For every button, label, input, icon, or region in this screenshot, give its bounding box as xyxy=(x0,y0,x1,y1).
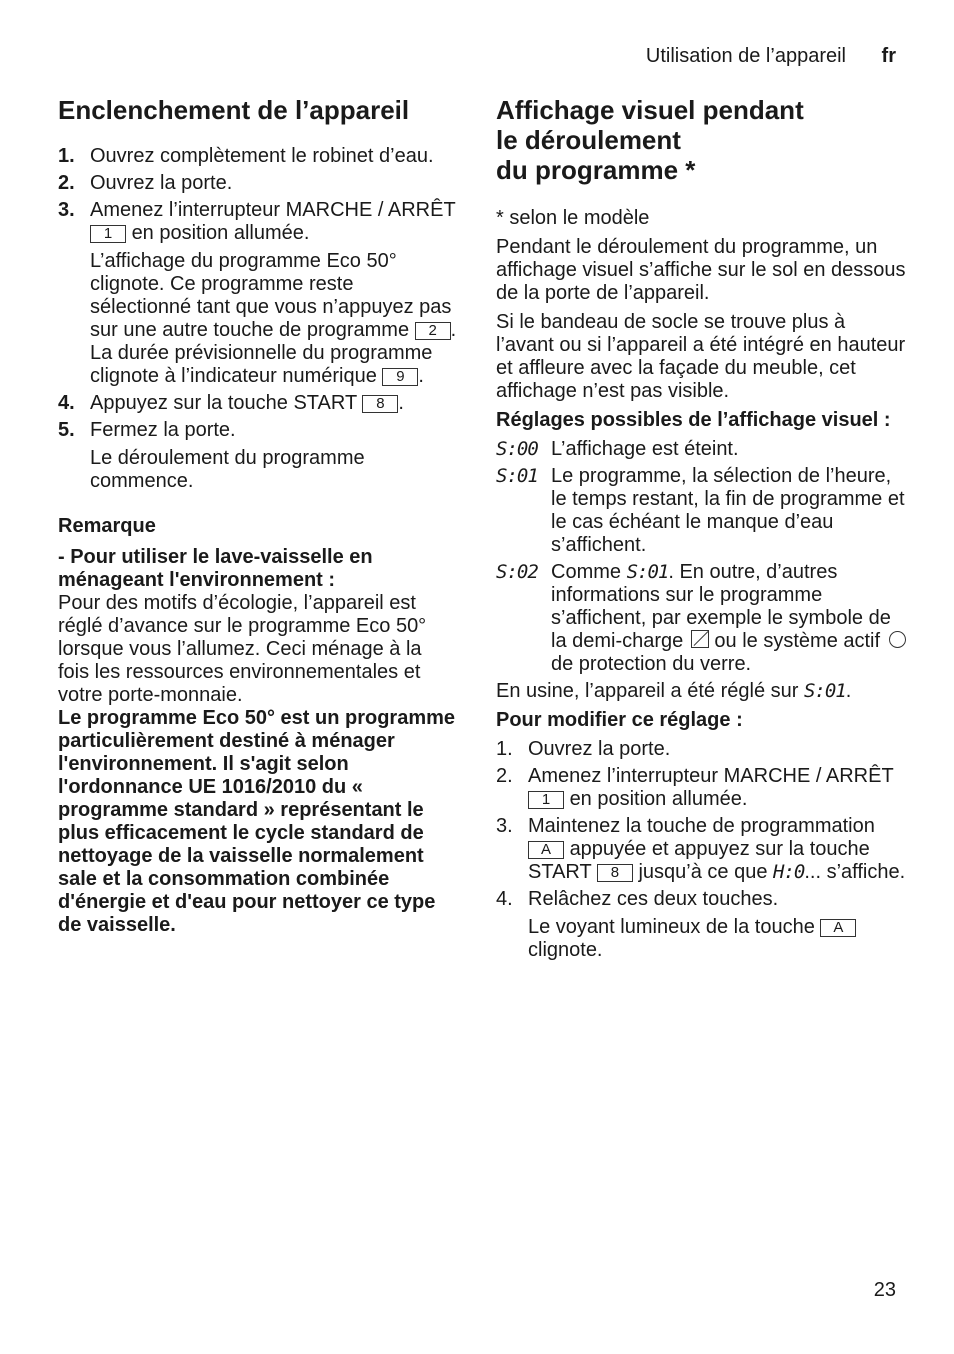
key-symbol: 8 xyxy=(597,864,633,882)
step-text: Ouvrez complètement le robinet d’eau. xyxy=(90,145,434,167)
note-text: clignote. xyxy=(528,939,603,961)
step-note: Le déroulement du programme commence. xyxy=(90,447,365,492)
step-number: 3. xyxy=(58,199,75,221)
display-code-ref: S:01 xyxy=(626,561,669,583)
step-number: 4. xyxy=(58,392,75,414)
factory-setting xyxy=(496,680,906,703)
step-number: 2. xyxy=(58,172,75,194)
remark-bold-text: Le programme Eco 50° est un programme particulièrement destiné à ménager l'environnement. Il s'agit selon l'ordonnance UE 1016/2010 du « programme standard » représentant le plus efficacement le cycle standard de nettoyage de la vaisselle normalement sale et la consommation combinée d'énergie et d'eau pour nettoyer ce type de vaisselle. xyxy=(58,707,456,936)
remark-text: Pour des motifs d’écologie, l’appareil est réglé d’avance sur le programme Eco 50° lorsque vous l’allumez. Ceci ménage à la fois les ressources environnementales et votre porte-monnaie. xyxy=(58,592,427,706)
display-code: H:0 xyxy=(773,861,805,883)
remark-bold-heading: - Pour utiliser le lave-vaisselle en ménageant l'environnement : xyxy=(58,546,373,591)
title-line: le déroulement xyxy=(496,125,681,155)
header-language: fr xyxy=(881,45,896,67)
modify-title: Pour modifier ce réglage : xyxy=(496,709,743,731)
key-symbol: 8 xyxy=(362,395,398,413)
step-text: en position allumée. xyxy=(569,788,748,810)
step-note xyxy=(90,250,458,388)
step-text: ... s’affiche. xyxy=(804,861,906,883)
list-item xyxy=(496,888,906,962)
setting-item xyxy=(496,465,906,557)
text: En usine, l’appareil a été réglé sur xyxy=(496,680,799,702)
step-text: appuyée et appuyez sur la touche START xyxy=(528,838,870,883)
list-item xyxy=(58,392,458,415)
page-header xyxy=(646,45,896,68)
text: . En outre, d’autres informations sur le programme s’affichent, par exemple le symbole de la demi-charge xyxy=(551,561,891,652)
step-text: Appuyez sur la touche START xyxy=(90,392,357,414)
half-load-icon xyxy=(691,630,709,648)
display-code: S:00 xyxy=(496,438,538,460)
title-line: du programme * xyxy=(496,155,696,185)
left-title: Enclenchement de l’appareil xyxy=(58,95,410,125)
key-symbol: 2 xyxy=(415,322,451,340)
list-item xyxy=(496,815,906,884)
text: de protection du verre. xyxy=(551,653,752,675)
list-item xyxy=(58,199,458,388)
step-number: 5. xyxy=(58,419,75,441)
text: . xyxy=(845,680,852,702)
model-note: * selon le modèle xyxy=(496,207,650,229)
step-text: Amenez l’interrupteur MARCHE / ARRÊT xyxy=(528,765,894,787)
setting-text: Le programme, la sélection de l’heure, le temps restant, la fin de programme et le cas échéant le manque d’eau s’affichent. xyxy=(551,465,905,556)
modify-steps xyxy=(496,738,906,962)
step-number: 1. xyxy=(58,145,75,167)
paragraph: Si le bandeau de socle se trouve plus à l’avant ou si l’appareil a été intégré en hauteur et affleure avec la façade du meuble, cet affichage n’est pas visible. xyxy=(496,311,906,402)
right-title xyxy=(496,95,906,185)
key-symbol: A xyxy=(528,841,564,859)
step-text: jusqu’à ce que xyxy=(638,861,768,883)
note-text: Le voyant lumineux de la touche xyxy=(528,916,815,938)
remark-title: Remarque xyxy=(58,515,156,537)
right-column xyxy=(496,95,906,966)
list-item xyxy=(496,765,906,811)
key-symbol: A xyxy=(820,919,856,937)
step-number: 4. xyxy=(496,888,513,910)
setting-text: L’affichage est éteint. xyxy=(551,438,739,460)
setting-item xyxy=(496,438,906,461)
step-number: 2. xyxy=(496,765,513,787)
list-item xyxy=(496,738,906,761)
list-item xyxy=(58,145,458,168)
title-line: Affichage visuel pendant xyxy=(496,95,804,125)
step-number: 1. xyxy=(496,738,513,760)
page-number: 23 xyxy=(873,1279,896,1301)
note-text: . xyxy=(418,365,424,387)
step-text: Fermez la porte. xyxy=(90,419,236,441)
display-code: S:01 xyxy=(803,680,846,702)
key-symbol: 1 xyxy=(528,791,564,809)
step-number: 3. xyxy=(496,815,513,837)
settings-title: Réglages possibles de l’affichage visuel : xyxy=(496,409,891,431)
text: Comme xyxy=(551,561,622,583)
header-section: Utilisation de l’appareil xyxy=(645,45,846,67)
note-text: . La durée prévisionnelle du programme clignote à l’indicateur numérique xyxy=(90,319,457,387)
step-text: Ouvrez la porte. xyxy=(90,172,233,194)
display-code: S:02 xyxy=(496,561,538,583)
step-text: Ouvrez la porte. xyxy=(528,738,671,760)
display-code: S:01 xyxy=(496,465,538,487)
key-symbol: 9 xyxy=(382,368,418,386)
list-item xyxy=(58,419,458,493)
step-text: Relâchez ces deux touches. xyxy=(528,888,779,910)
text: ou le système actif xyxy=(714,630,881,652)
setting-text xyxy=(551,561,906,676)
key-symbol: 1 xyxy=(90,225,126,243)
glass-protection-icon xyxy=(889,631,906,648)
step-text: . xyxy=(398,392,404,414)
left-column xyxy=(58,95,458,937)
note-text: L’affichage du programme Eco 50° clignote. Ce programme reste sélectionné tant que vous n’appuyez pas sur une autre touche de programme xyxy=(90,250,452,341)
switch-on-steps xyxy=(58,145,458,493)
step-text: en position allumée. xyxy=(131,222,310,244)
step-text: Maintenez la touche de programmation xyxy=(528,815,875,837)
step-note xyxy=(528,916,906,962)
list-item xyxy=(58,172,458,195)
paragraph: Pendant le déroulement du programme, un affichage visuel s’affiche sur le sol en dessous de la porte de l’appareil. xyxy=(496,236,906,304)
setting-item xyxy=(496,561,906,676)
step-text: Amenez l’interrupteur MARCHE / ARRÊT xyxy=(90,199,456,221)
